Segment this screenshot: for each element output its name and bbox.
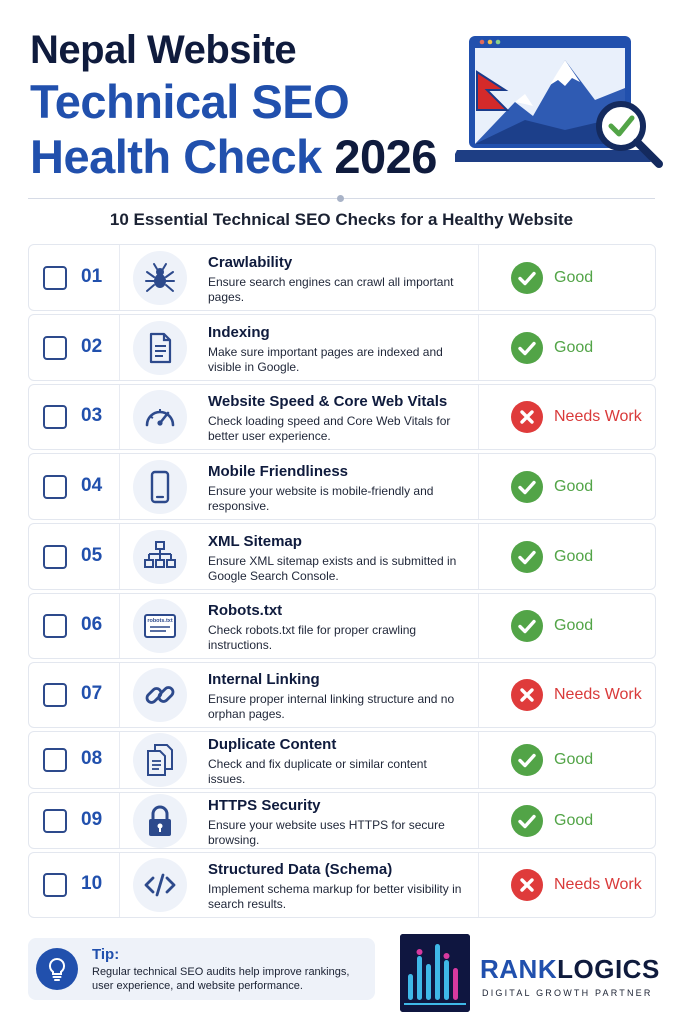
column-divider	[478, 245, 479, 310]
robots-txt-icon-label: robots.txt	[147, 618, 173, 624]
padlock-icon	[133, 794, 187, 848]
check-row-08	[28, 731, 656, 789]
check-checkbox[interactable]	[43, 748, 67, 772]
check-description: Implement schema markup for better visibility in search results.	[208, 882, 462, 911]
check-title: HTTPS Security	[208, 796, 321, 814]
title-line-2: Technical SEO	[30, 75, 350, 128]
check-checkbox[interactable]	[43, 683, 67, 707]
laptop-mountain-illustration	[455, 30, 675, 180]
column-divider	[478, 315, 479, 380]
check-number: 05	[81, 544, 103, 566]
check-number: 03	[81, 405, 103, 426]
column-divider	[478, 524, 479, 589]
check-checkbox[interactable]	[43, 873, 67, 897]
check-title: Indexing	[208, 323, 270, 341]
status-label: Needs Work	[554, 686, 642, 703]
column-divider	[119, 385, 120, 449]
lightbulb-icon	[36, 948, 78, 990]
check-description: Check loading speed and Core Web Vitals for better user experience.	[208, 414, 451, 443]
check-row-04	[28, 453, 656, 520]
check-number: 02	[81, 335, 103, 357]
column-divider	[119, 245, 120, 310]
status-label: Good	[554, 477, 594, 495]
tip-text: Regular technical SEO audits help improve rankings, user experience, and website performance.	[92, 966, 350, 992]
document-icon	[133, 321, 187, 375]
check-title: Website Speed & Core Web Vitals	[208, 393, 448, 410]
title-line-3-blue: Health Check	[30, 130, 322, 183]
check-number: 06	[81, 614, 103, 635]
column-divider	[478, 732, 479, 788]
mobile-phone-icon	[133, 460, 187, 514]
check-circle-icon	[511, 471, 543, 503]
column-divider	[119, 853, 120, 917]
column-divider	[119, 524, 120, 589]
brand	[400, 934, 660, 1014]
check-checkbox[interactable]	[43, 614, 67, 638]
brand-name-logics: LOGICS	[557, 954, 660, 984]
title-line-1: Nepal Website	[30, 28, 297, 72]
brand-name-rank: RANK	[480, 954, 558, 984]
header	[0, 0, 683, 190]
check-row-07	[28, 662, 656, 728]
brand-tagline: DIGITAL GROWTH PARTNER	[482, 988, 653, 998]
check-description: Check robots.txt file for proper crawling instructions.	[208, 623, 417, 652]
check-number: 07	[81, 683, 103, 704]
status-label: Good	[554, 547, 594, 565]
check-title: Duplicate Content	[208, 736, 337, 753]
check-description: Make sure important pages are indexed and visible in Google.	[208, 344, 443, 374]
check-circle-icon	[511, 744, 543, 776]
sitemap-icon	[133, 530, 187, 584]
column-divider	[478, 663, 479, 727]
check-circle-icon	[511, 805, 543, 837]
brand-name	[480, 954, 660, 985]
check-description: Ensure XML sitemap exists and is submitted in Google Search Console.	[208, 553, 457, 583]
duplicate-documents-icon	[133, 733, 187, 787]
x-circle-icon	[511, 401, 543, 433]
subtitle: 10 Essential Technical SEO Checks for a Healthy Website	[109, 210, 574, 229]
check-circle-icon	[511, 262, 543, 294]
check-checkbox[interactable]	[43, 405, 67, 429]
column-divider	[119, 793, 120, 848]
check-row-02	[28, 314, 656, 381]
speedometer-icon	[133, 390, 187, 444]
spider-icon	[133, 251, 187, 305]
check-row-03	[28, 384, 656, 450]
check-title: Crawlability	[208, 253, 293, 271]
column-divider	[478, 454, 479, 519]
ranklogics-logo-icon	[400, 934, 470, 1012]
tip-box	[28, 938, 375, 1000]
column-divider	[478, 594, 479, 658]
check-number: 10	[81, 873, 103, 894]
check-circle-icon	[511, 332, 543, 364]
title-year: 2026	[334, 130, 437, 183]
title-line-3	[30, 130, 437, 183]
check-description: Ensure your website is mobile-friendly and responsive.	[208, 483, 434, 513]
tip-title: Tip:	[92, 946, 120, 963]
check-description: Ensure your website uses HTTPS for secure browsing.	[208, 817, 445, 847]
check-description: Ensure search engines can crawl all important pages.	[208, 274, 454, 304]
check-row-10	[28, 852, 656, 918]
check-checkbox[interactable]	[43, 545, 67, 569]
check-title: Mobile Friendliness	[208, 462, 349, 480]
check-number: 09	[81, 808, 103, 830]
check-checkbox[interactable]	[43, 475, 67, 499]
status-label: Good	[554, 751, 594, 768]
check-circle-icon	[511, 610, 543, 642]
check-checkbox[interactable]	[43, 809, 67, 833]
status-label: Needs Work	[554, 408, 642, 425]
status-label: Good	[554, 811, 594, 829]
robots-txt-icon	[133, 599, 187, 653]
column-divider	[119, 663, 120, 727]
check-number: 08	[81, 748, 103, 769]
status-label: Good	[554, 338, 594, 356]
column-divider	[119, 594, 120, 658]
x-circle-icon	[511, 679, 543, 711]
check-circle-icon	[511, 541, 543, 573]
x-circle-icon	[511, 869, 543, 901]
column-divider	[478, 793, 479, 848]
column-divider	[119, 454, 120, 519]
check-title: XML Sitemap	[208, 532, 302, 550]
status-label: Good	[554, 268, 594, 286]
check-title: Robots.txt	[208, 602, 283, 619]
code-icon	[133, 858, 187, 912]
check-description: Check and fix duplicate or similar content issues.	[208, 757, 427, 786]
check-title: Internal Linking	[208, 671, 320, 688]
check-title: Structured Data (Schema)	[208, 861, 393, 878]
divider-dot	[337, 195, 344, 202]
section-divider	[28, 198, 655, 199]
check-checkbox[interactable]	[43, 266, 67, 290]
check-row-01	[28, 244, 656, 311]
check-row-05	[28, 523, 656, 590]
column-divider	[119, 732, 120, 788]
check-number: 01	[81, 265, 103, 287]
check-checkbox[interactable]	[43, 336, 67, 360]
page-title	[30, 28, 437, 183]
status-label: Needs Work	[554, 876, 642, 893]
status-label: Good	[554, 617, 594, 634]
check-description: Ensure proper internal linking structure and no orphan pages.	[208, 692, 455, 721]
column-divider	[478, 853, 479, 917]
link-icon	[133, 668, 187, 722]
check-row-09	[28, 792, 656, 849]
check-number: 04	[81, 474, 103, 496]
check-row-06	[28, 593, 656, 659]
column-divider	[478, 385, 479, 449]
column-divider	[119, 315, 120, 380]
